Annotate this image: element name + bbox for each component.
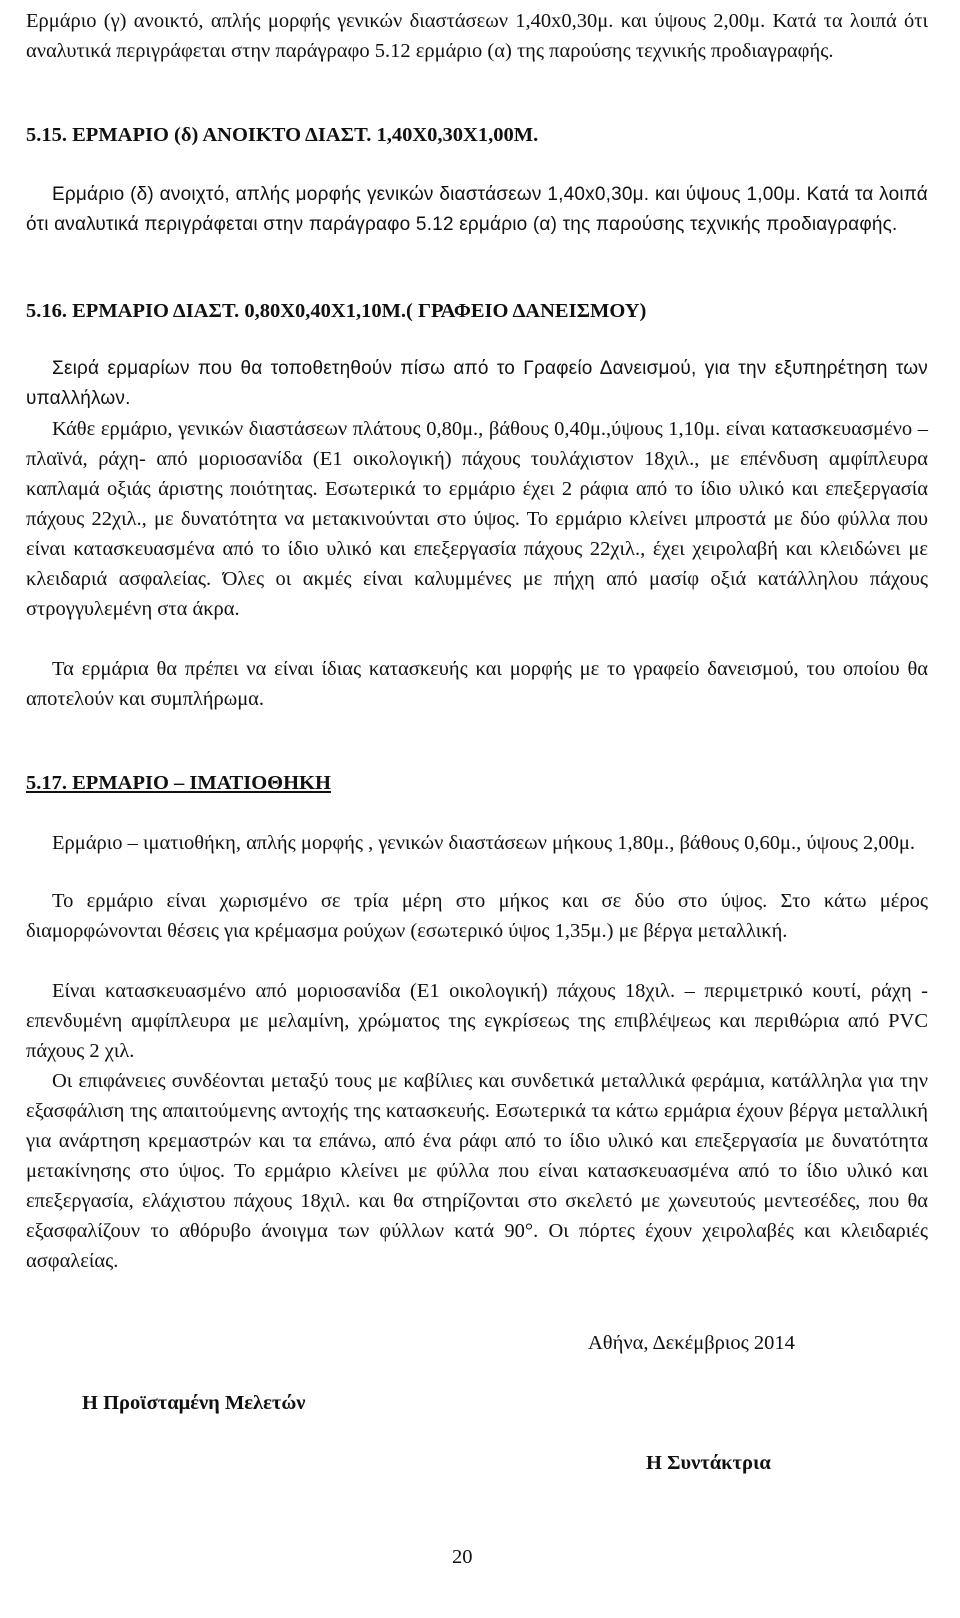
- section-5-17-paragraph-1: Ερμάριο – ιματιοθήκη, απλής μορφής , γενικών διαστάσεων μήκους 1,80μ., βάθους 0,60μ., ύψους 2,00μ.: [52, 832, 915, 854]
- section-5-17-paragraph-3: Είναι κατασκευασμένο από μοριοσανίδα (Ε1 οικολογική) πάχους 18χιλ. – περιμετρικό κουτί, ράχη - επενδυμένη αμφίπλευρα με μελαμίνη, χρώματος της εγκρίσεως της επιβλέψεως και περιθώρια από PVC πάχους 2 χιλ.: [26, 980, 928, 1062]
- place-date: Αθήνα, Δεκέμβριος 2014: [588, 1332, 795, 1354]
- right-signatory: Η Συντάκτρια: [646, 1452, 771, 1474]
- section-5-17-heading: 5.17. ΕΡΜΑΡΙΟ – ΙΜΑΤΙΟΘΗΚΗ: [26, 772, 331, 794]
- section-5-15-paragraph: Ερμάριο (δ) ανοιχτό, απλής μορφής γενικών διαστάσεων 1,40x0,30μ. και ύψους 1,00μ. Κατά τα λοιπά ότι αναλυτικά περιγράφεται στην παράγραφο 5.12 ερμάριο (α) της παρούσης τεχνικής προδιαγραφής.: [26, 184, 928, 235]
- section-5-17-paragraph-2: Το ερμάριο είναι χωρισμένο σε τρία μέρη στο μήκος και σε δύο στο ύψος. Στο κάτω μέρος διαμορφώνονται θέσεις για κρέμασμα ρούχων (εσωτερικό ύψος 1,35μ.) με βέργα μεταλλική.: [26, 890, 928, 942]
- section-5-15-heading: 5.15. ΕΡΜΑΡΙΟ (δ) ΑΝΟΙΚΤΟ ΔΙΑΣΤ. 1,40Χ0,30Χ1,00Μ.: [26, 124, 539, 146]
- section-5-16-paragraph-3: Τα ερμάρια θα πρέπει να είναι ίδιας κατασκευής και μορφής με το γραφείο δανεισμού, του οποίου θα αποτελούν και συμπλήρωμα.: [26, 658, 928, 710]
- section-5-16-paragraph-1: Σειρά ερμαρίων που θα τοποθετηθούν πίσω από το Γραφείο Δανεισμού, για την εξυπηρέτηση των υπαλλήλων.: [26, 358, 928, 409]
- intro-paragraph: Ερμάριο (γ) ανοικτό, απλής μορφής γενικών διαστάσεων 1,40x0,30μ. και ύψους 2,00μ. Κατά τα λοιπά ότι αναλυτικά περιγράφεται στην παράγραφο 5.12 ερμάριο (α) της παρούσης τεχνικής προδιαγραφής.: [26, 10, 928, 62]
- page-number: 20: [452, 1546, 473, 1568]
- section-5-17-paragraph-4: Οι επιφάνειες συνδέονται μεταξύ τους με καβίλιες και συνδετικά μεταλλικά φεράμια, κατάλληλα για την εξασφάλιση της απαιτούμενης αντοχής της κατασκευής. Εσωτερικά τα κάτω ερμάρια έχουν βέργα μεταλλική για ανάρτηση κρεμαστρών και τα επάνω, από ένα ράφι από το ίδιο υλικό και επεξεργασία με δυνατότητα μετακίνησης στο ύψος. Το ερμάριο κλείνει με φύλλα που είναι κατασκευασμένα από το ίδιο υλικό και επεξεργασία, ελάχιστου πάχους 18χιλ. και θα στηρίζονται στο σκελετό με χωνευτούς μεντεσέδες, που θα εξασφαλίζουν το αθόρυβο άνοιγμα των φύλλων κατά 90°. Οι πόρτες έχουν χειρολαβές και κλειδαριές ασφαλείας.: [26, 1070, 928, 1272]
- section-5-16-heading: 5.16. ΕΡΜΑΡΙΟ ΔΙΑΣΤ. 0,80Χ0,40Χ1,10Μ.( ΓΡΑΦΕΙΟ ΔΑΝΕΙΣΜΟΥ): [26, 300, 647, 322]
- left-signatory: Η Προϊσταμένη Μελετών: [82, 1392, 306, 1414]
- section-5-16-paragraph-2: Κάθε ερμάριο, γενικών διαστάσεων πλάτους 0,80μ., βάθους 0,40μ.,ύψους 1,10μ. είναι κατασκευασμένο –πλαϊνά, ράχη- από μοριοσανίδα (Ε1 οικολογική) πάχους τουλάχιστον 18χιλ., με επένδυση αμφίπλευρα καπλαμά οξιάς άριστης ποιότητας. Εσωτερικά το ερμάριο έχει 2 ράφια από το ίδιο υλικό και επεξεργασία πάχους 22χιλ., με δυνατότητα να μετακινούνται στο ύψος. Το ερμάριο κλείνει μπροστά με δύο φύλλα που είναι κατασκευασμένα από το ίδιο υλικό και επεξεργασία πάχους 22χιλ., έχει χειρολαβή και κλειδώνει με κλειδαριά ασφαλείας. Όλες οι ακμές είναι καλυμμένες με πήχη από μασίφ οξιά κατάλληλου πάχους στρογγυλεμένη στα άκρα.: [26, 418, 928, 620]
